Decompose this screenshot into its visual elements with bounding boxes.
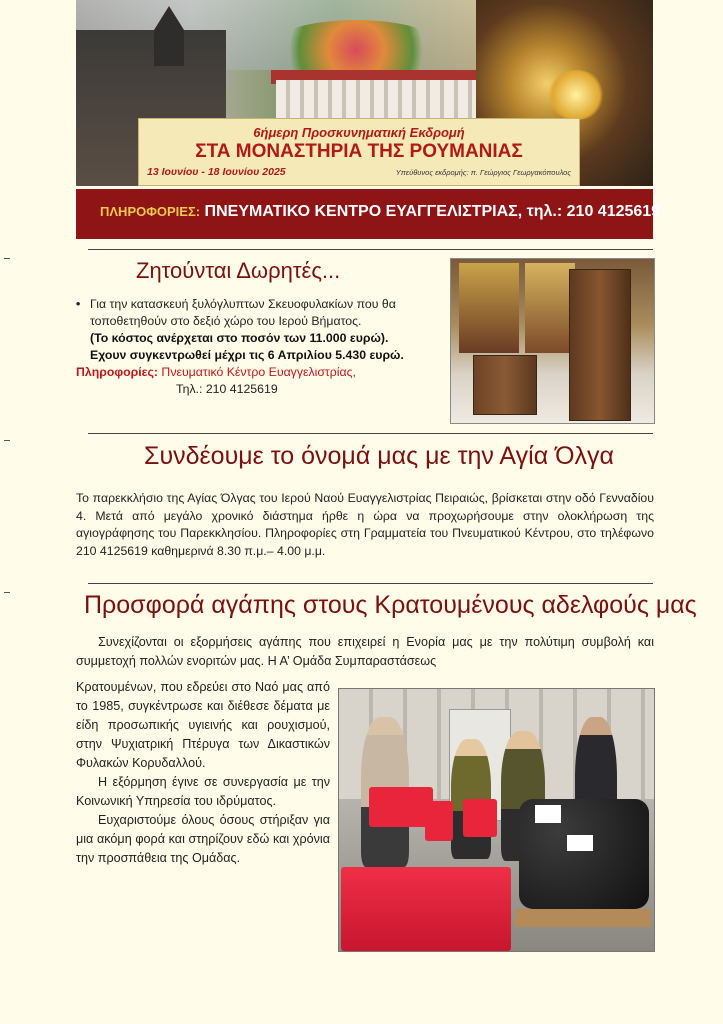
love-paragraph-3: Ευχαριστούμε όλους όσους στήριξαν για μια ακόμη φορά και στηρίζουν εδώ και χρόνια την προσπάθεια της Ομάδας. — [76, 813, 330, 865]
donors-info-label: Πληροφορίες: — [76, 365, 159, 379]
info-line — [100, 203, 660, 221]
olga-heading: Συνδέουμε το όνομά μας με την Αγία Όλγα — [144, 442, 614, 470]
trip-dates: 13 Ιουνίου - 18 Ιουνίου 2025 — [147, 166, 286, 178]
margin-marker — [4, 440, 10, 441]
trip-title: ΣΤΑ ΜΟΝΑΣΤΗΡΙΑ ΤΗΣ ΡΟΥΜΑΝΙΑΣ — [195, 141, 523, 162]
love-body — [76, 678, 330, 868]
divider — [88, 433, 653, 434]
donors-text: Για την κατασκευή ξυλόγλυπτων Σκευοφυλακίων που θα τοποθετηθούν στο δεξιό χώρο του Ιερού Βήματος. — [90, 297, 396, 328]
info-text: ΠΝΕΥΜΑΤΙΚΟ ΚΕΝΤΡΟ ΕΥΑΓΓΕΛΙΣΤΡΙΑΣ, τηλ.: 210 4125619 — [200, 203, 661, 220]
donors-info-value: Πνευματικό Κέντρο Ευαγγελιστρίας, — [158, 365, 356, 379]
gift-bag — [369, 787, 433, 827]
cabinet-photo — [450, 258, 655, 424]
gift-bag — [463, 799, 497, 837]
donors-collected: Εχουν συγκεντρωθεί μέχρι τις 6 Απριλίου 5.430 ευρώ. — [90, 348, 404, 362]
tall-cabinet-image — [569, 269, 631, 421]
gift-bags-pile — [341, 867, 511, 951]
donors-body — [76, 296, 444, 398]
donors-cost: (Το κόστος ανέρχεται στο ποσόν των 11.000 ευρώ). — [90, 331, 389, 345]
love-paragraph-1: Κρατουμένων, που εδρεύει στο Ναό μας από το 1985, συγκέντρωσε και διέθεσε δέματα με είδη προσωπικής υγιεινής και ρουχισμού, στην Ψυχιατρική Πτέρυγα των Δικαστικών Φυλακών Κορυδαλλού. — [76, 680, 330, 770]
bullet-icon: • — [76, 297, 81, 311]
love-heading: Προσφορά αγάπης στους Κρατουμένους αδελφούς μας — [84, 591, 697, 619]
low-cabinet-image — [473, 355, 537, 415]
divider — [88, 249, 653, 250]
trip-banner-photo — [76, 0, 653, 186]
donation-photo — [338, 688, 655, 952]
donors-heading: Ζητούνται Δωρητές... — [136, 258, 341, 283]
love-intro-text: Συνεχίζονται οι εξορμήσεις αγάπης που επιχειρεί η Ενορία μας με την πολύτιμη συμβολή και συμμετοχή πολλών ενοριτών μας. Η Α’ Ομάδα Συμπαραστάσεως — [76, 635, 654, 668]
chandelier-image — [546, 70, 606, 120]
gift-bag — [425, 801, 453, 841]
donors-phone: Τηλ.: 210 4125619 — [176, 382, 278, 396]
info-label: ΠΛΗΡΟΦΟΡΙΕΣ: — [100, 204, 201, 219]
love-paragraph-2: Η εξόρμηση έγινε σε συνεργασία με την Κοινωνική Υπηρεσία του ιδρύματος. — [76, 775, 330, 808]
info-bar — [76, 189, 661, 239]
margin-marker — [4, 592, 10, 593]
divider — [88, 583, 653, 584]
trip-responsible: Υπεύθυνος εκδρομής: π. Γεώργιος Γεωργακόπουλος — [395, 168, 571, 177]
margin-marker — [4, 258, 10, 259]
trip-subtitle: 6ήμερη Προσκυνηματική Εκδρομή — [253, 125, 465, 140]
love-intro — [76, 633, 654, 671]
trip-title-box — [138, 118, 580, 186]
olga-body: Το παρεκκλήσιο της Αγίας Όλγας του Ιερού Ναού Ευαγγελιστρίας Πειραιώς, βρίσκεται στην οδό Γενναδίου 4. Μετά από μεγάλο χρονικό διάστημα ήρθε η ώρα να προχωρήσουμε στην ολοκλήρωση της αγιογράφησης του Παρεκκλησίου. Πληροφορίες στη Γραμματεία του Πνευματικού Κέντρου, στο τηλέφωνο 210 4125619 καθημερινά 8.30 π.μ.– 4.00 μ.μ. — [76, 491, 654, 558]
